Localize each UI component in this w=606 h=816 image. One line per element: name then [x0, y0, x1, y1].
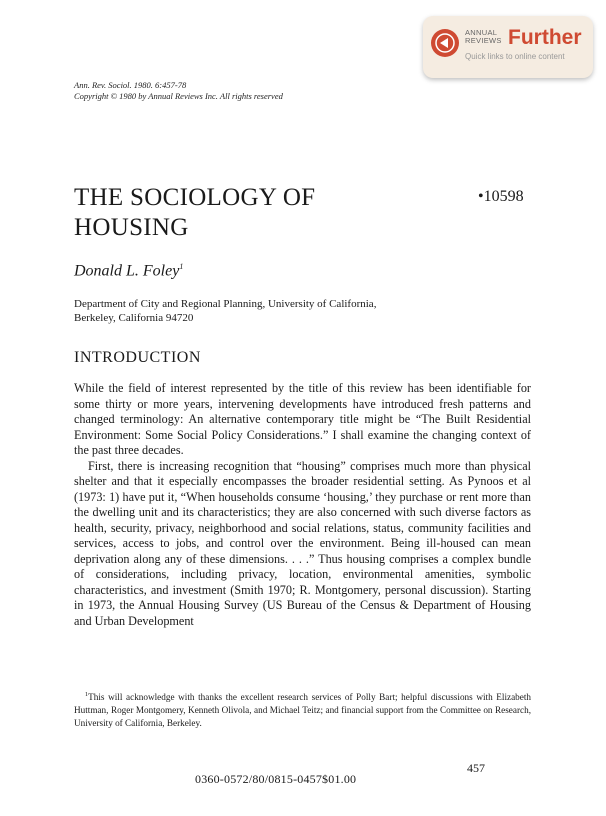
- copyright-line: Copyright © 1980 by Annual Reviews Inc. All rights reserved: [74, 91, 283, 101]
- further-links-badge[interactable]: [423, 16, 593, 78]
- body-text: [74, 381, 531, 629]
- citation-header: [74, 80, 283, 102]
- arrow-left-icon: [431, 29, 459, 57]
- footnote: $^1$This will acknowledge with thanks the excellent research services of Polly Bart; helpful discussions with Elizabeth Huttman, Roger Montgomery, Kenneth Olivola, and Michael Teitz; and financial support from the Committee on Research, University of California, Berkeley.: [74, 691, 531, 729]
- paragraph: While the field of interest represented by the title of this review has been identifiable for some thirty or more years, intervening developments have introduced fresh patterns and changed terminology: An alternative contemporary title might be “The Built Residential Environment: Some Social Policy Considerations.” I shall examine the changing context of the past three decades.: [74, 381, 531, 457]
- annual-reviews-brand: ANNUAL REVIEWS: [465, 28, 502, 45]
- paragraph: First, there is increasing recognition that “housing” comprises much more than physical shelter and that it especially encompasses the broader residential setting. As Pynoos et al (1973: 1) have put it, “When households consume ‘housing,’ they purchase or rent more than the dwelling unit and its characteristics; they are also concerned with such diverse factors as health, security, privacy, neighborhood and social relations, status, community facilities and services, access to jobs, and control over the environment. Being ill-housed can mean deprivation along any of these dimensions. . . .” Thus housing comprises a complex bundle of considerations, including privacy, location, environmental amenities, symbolic characteristics, and investment (Smith 1970; R. Montgomery, personal discussion). Starting in 1973, the Annual Housing Survey (US Bureau of the Census & Department of Housing and Urban Development: [74, 458, 531, 628]
- author-affiliation: Department of City and Regional Planning, University of California, Berkeley, California 94720: [74, 298, 377, 324]
- further-title: Further: [508, 26, 582, 49]
- section-heading: INTRODUCTION: [74, 349, 201, 366]
- page-number: 457: [467, 761, 485, 775]
- author-name: Donald L. Foley$^1$: [74, 262, 184, 280]
- citation-line: Ann. Rev. Sociol. 1980. 6:457-78: [74, 80, 187, 90]
- further-subtitle: Quick links to online content: [465, 52, 565, 61]
- article-code: •10598: [478, 188, 524, 205]
- article-title: THE SOCIOLOGY OF HOUSING: [74, 184, 316, 241]
- issn-code: 0360-0572/80/0815-0457$01.00: [195, 772, 357, 786]
- footnote-marker[interactable]: 1: [179, 262, 184, 271]
